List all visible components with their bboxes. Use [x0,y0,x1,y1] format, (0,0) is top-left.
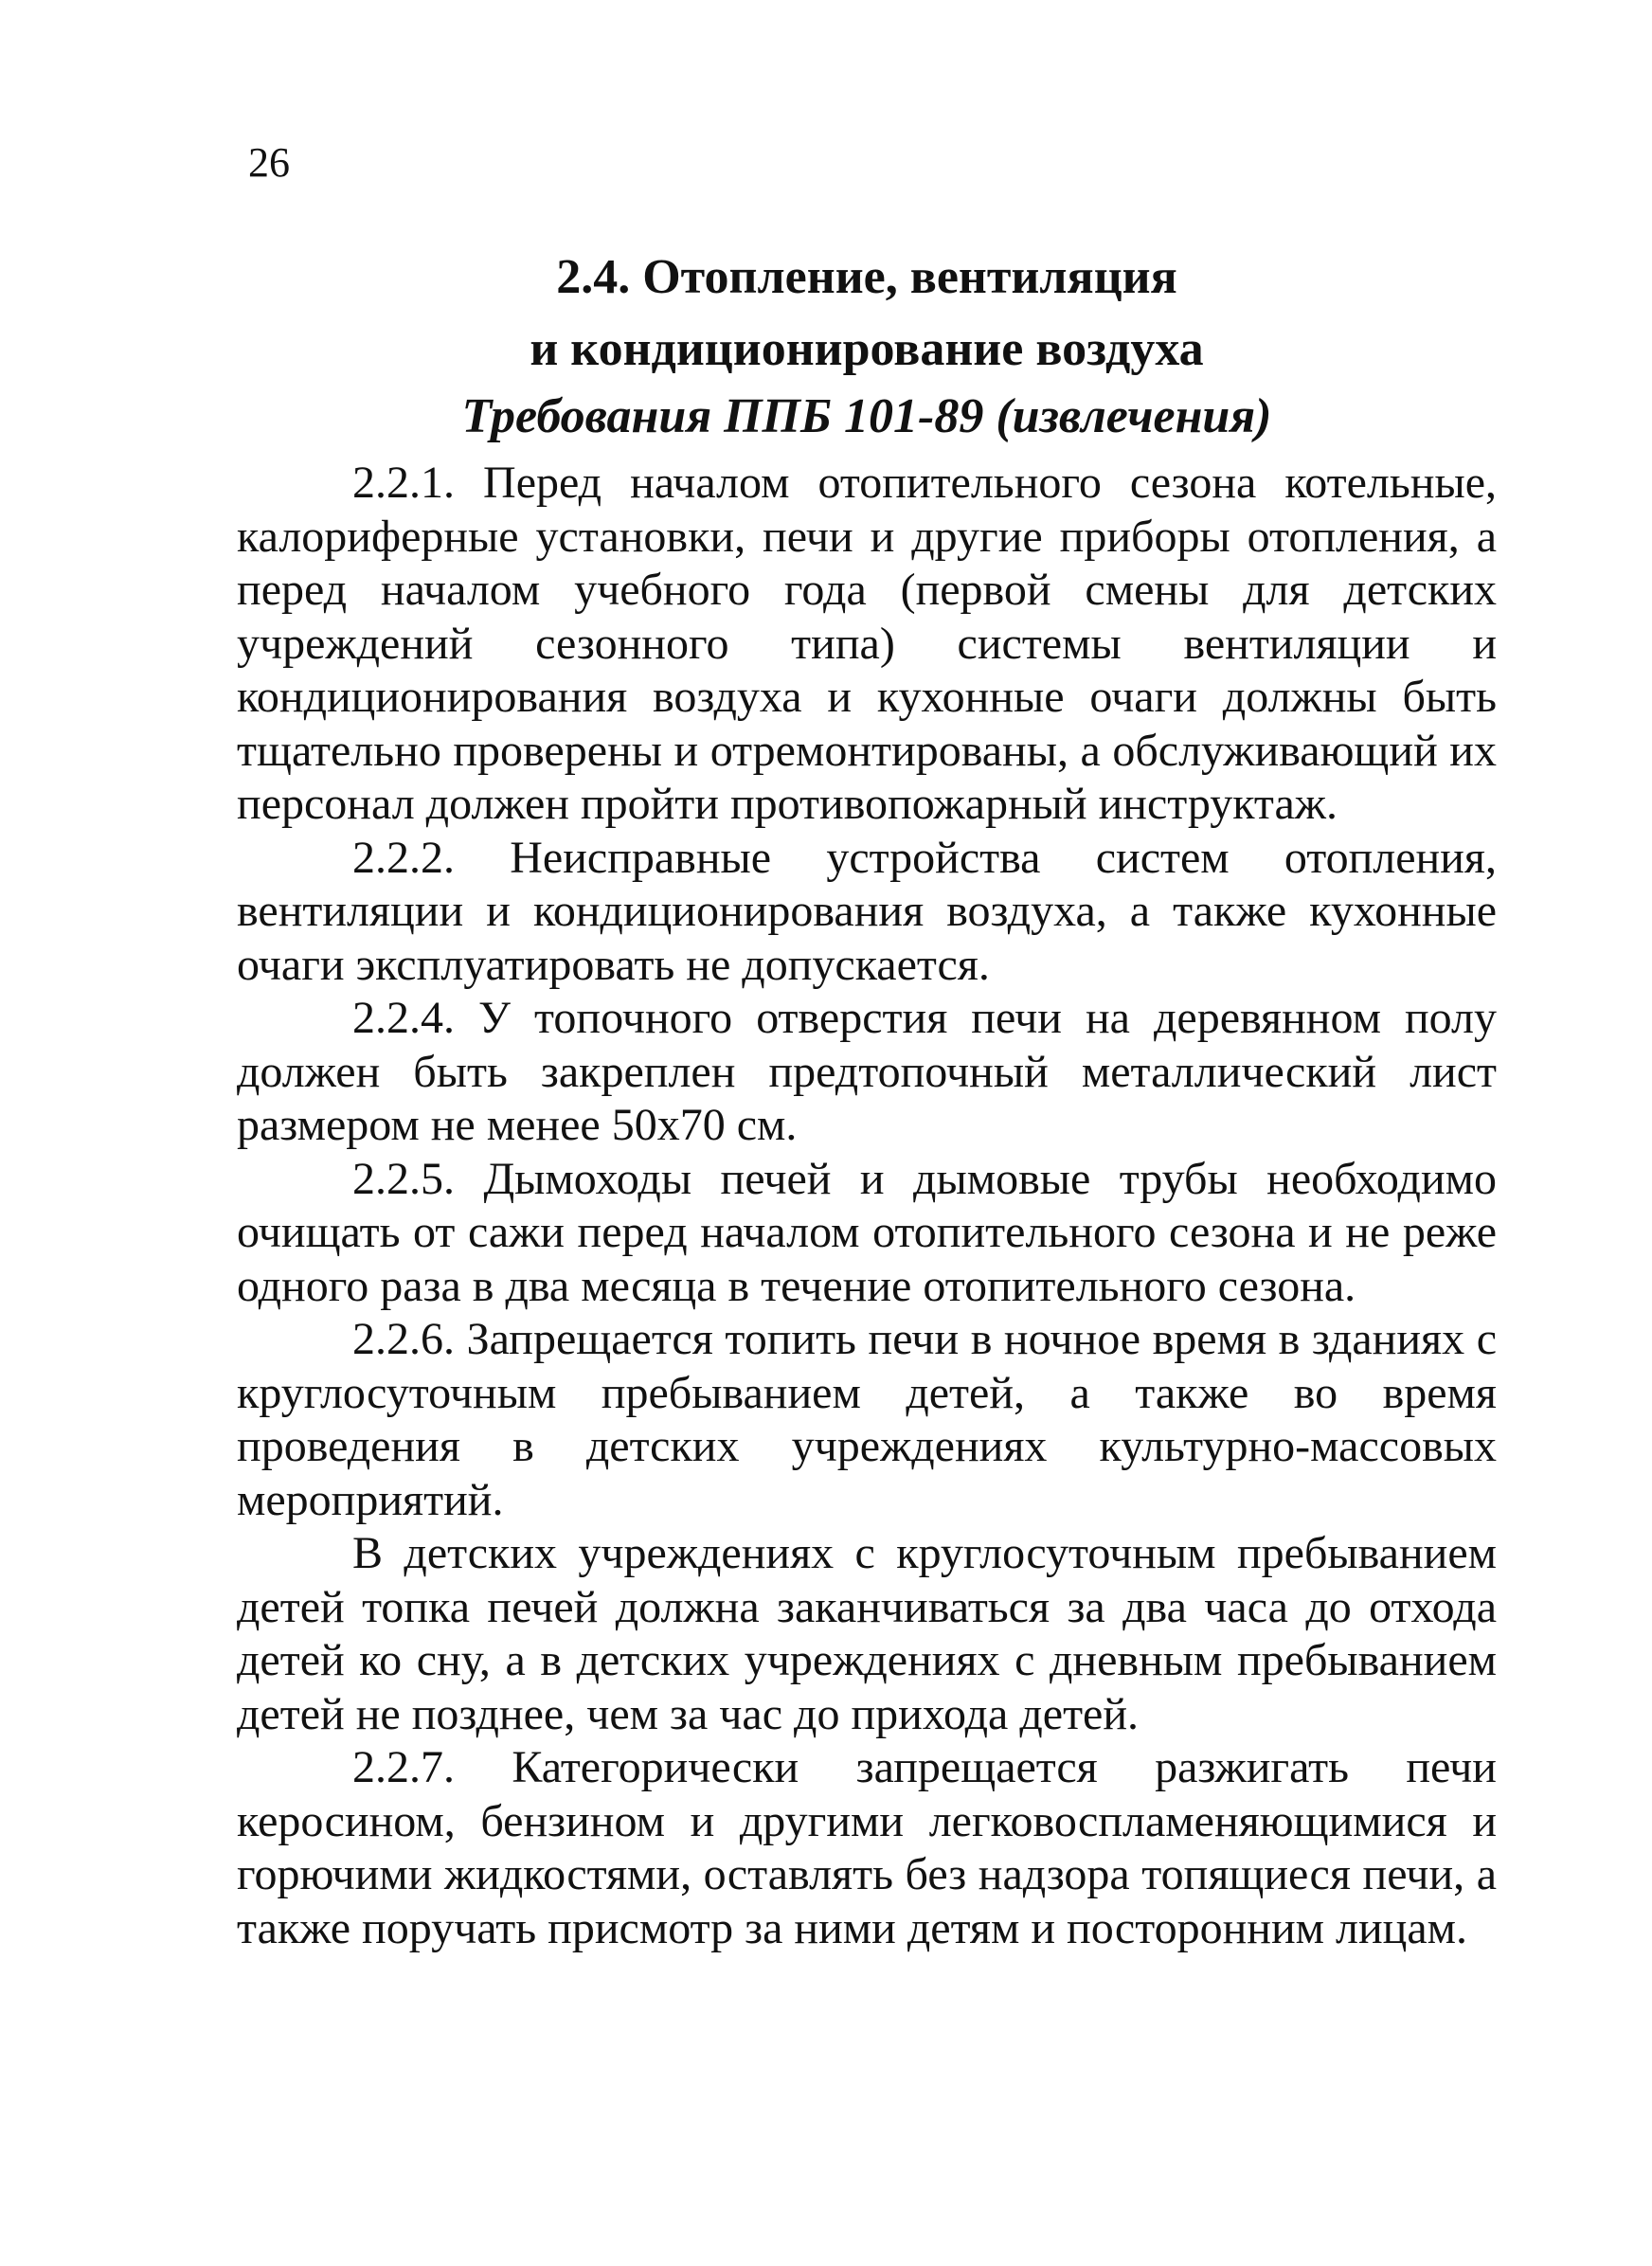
paragraph-2-2-4: 2.2.4. У топочного отверстия печи на деревянном полу должен быть закреплен предтопочный металлический лист размером не менее 50х70 см. [237,993,1497,1150]
paragraph-2-2-7: 2.2.7. Категорически запрещается разжигать печи керосином, бензином и другими легковоспламеняющимися и горючими жидкостями, оставлять без надзора топящиеся печи, а также поручать присмотр за ними детям и посторонним лицам. [237,1742,1497,1953]
section-title-line1: 2.4. Отопление, вентиляция [556,250,1177,304]
paragraph-2-2-6: 2.2.6. Запрещается топить печи в ночное время в зданиях с круглосуточным пребыванием детей, а также во время проведения в детских учреждениях культурно-массовых мероприятий. [237,1314,1497,1525]
section-subtitle: Требования ППБ 101-89 (извлечения) [461,389,1272,443]
paragraph-2-2-5: 2.2.5. Дымоходы печей и дымовые трубы необходимо очищать от сажи перед началом отопительного сезона и не реже одного раза в два месяца в течение отопительного сезона. [237,1153,1497,1311]
section-title-line2: и кондиционирование воздуха [530,322,1204,376]
document-body [237,457,1497,1955]
page-number: 26 [248,139,290,186]
paragraph-2-2-1: 2.2.1. Перед началом отопительного сезона котельные, калориферные установки, печи и другие приборы отопления, а перед началом учебного года (первой смены для детских учреждений сезонного типа) системы вентиляции и кондиционирования воздуха и кухонные очаги должны быть тщательно проверены и отремонтированы, а обслуживающий их персонал должен пройти противопожарный инструктаж. [237,458,1497,829]
paragraph-2-2-6-continued: В детских учреждениях с круглосуточным пребыванием детей топка печей должна заканчиваться за два часа до отхода детей ко сну, а в детских учреждениях с дневным пребыванием детей не позднее, чем за час до прихода детей. [237,1528,1497,1739]
section-title [237,242,1497,386]
paragraph-2-2-2: 2.2.2. Неисправные устройства систем отопления, вентиляции и кондиционирования воздуха, а также кухонные очаги эксплуатировать не допускается. [237,832,1497,990]
